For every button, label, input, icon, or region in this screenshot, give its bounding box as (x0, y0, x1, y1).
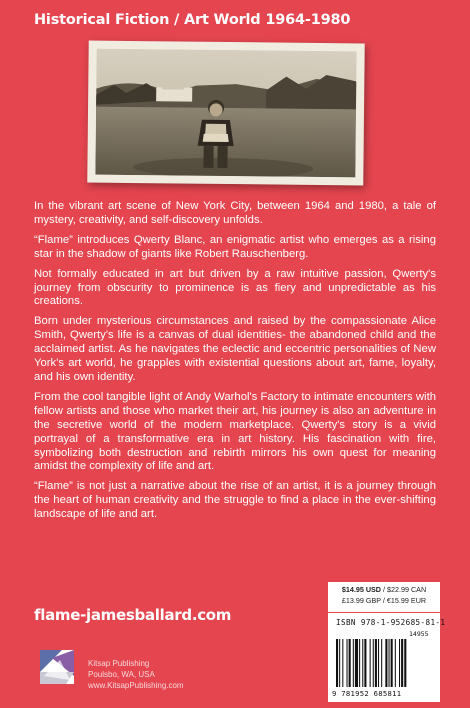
vintage-photo (87, 41, 364, 186)
blurb-paragraph: In the vibrant art scene of New York City, between 1964 and 1980, a tale of mystery, creativity, and self-discovery unfolds. (34, 200, 436, 226)
blurb-paragraph: Not formally educated in art but driven by a raw intuitive passion, Qwerty's journey from obscurity to prominence is as fiery and unpredictable as his creations. (34, 267, 436, 308)
barcode-bar (404, 639, 406, 687)
isbn-barcode-box (328, 613, 446, 702)
barcode-bar (389, 639, 390, 687)
barcode-bar (349, 639, 351, 687)
barcode-bar (370, 639, 371, 687)
barcode-bar (364, 639, 366, 687)
barcode-bar (391, 639, 393, 687)
publisher-name: Kitsap Publishing (88, 659, 150, 668)
barcode-bar (355, 639, 358, 687)
price-box (328, 582, 440, 612)
website-link[interactable]: flame-jamesballard.com (34, 606, 232, 624)
barcode-bar (395, 639, 396, 687)
barcode-bar (375, 639, 377, 687)
publisher-url[interactable]: www.KitsapPublishing.com (88, 681, 184, 690)
barcode-bar (373, 639, 374, 687)
back-cover-blurb (34, 200, 436, 528)
barcode-bar (401, 639, 403, 687)
blurb-paragraph: “Flame” introduces Qwerty Blanc, an enigmatic artist who emerges as a rising star in the shadow of giants like Robert Rauschenberg. (34, 233, 436, 260)
publisher-block (40, 650, 210, 694)
barcode-bar (381, 639, 382, 687)
barcode-bars (334, 639, 434, 689)
price-cad: / $22.99 CAN (383, 585, 427, 594)
price-gbp-eur: £13.99 GBP / €15.99 EUR (341, 595, 427, 605)
price-usd: $14.95 USD (341, 585, 381, 594)
barcode-bar (362, 639, 363, 687)
barcode-bar (359, 639, 360, 687)
barcode-bar (339, 639, 340, 687)
blurb-paragraph: From the cool tangible light of Andy Warhol's Factory to intimate encounters with fellow artists and those who market their art, his journey is also an adventure in the secretive world of the modern marketplace. Qwerty's story is a vivid portrayal of a transformative era in art history. His fascination with fire, symbolizing both destruction and rebirth mirrors his own quest for meaning amidst the complexity of life and art. (34, 390, 436, 473)
publisher-logo-icon (40, 650, 74, 684)
barcode-bar (347, 639, 348, 687)
ean-number: 9 781952 685811 (332, 689, 402, 698)
publisher-city: Poulsbo, WA, USA (88, 670, 155, 679)
barcode-bar (378, 639, 379, 687)
blurb-paragraph: Born under mysterious circumstances and raised by the compassionate Alice Smith, Qwerty's life is a canvas of dual identities- the abandoned child and the acclaimed artist. As he navigates the eclectic and eccentric personalities of New York's art world, he grapples with existential questions about art, fame, loyalty, and his own identity. (34, 315, 436, 383)
barcode-bar (385, 639, 387, 687)
price-code: 14955 (409, 630, 429, 638)
isbn-text: ISBN 978-1-952685-81-1 (336, 618, 446, 627)
barcode-bar (342, 639, 343, 687)
barcode-bar (353, 639, 354, 687)
barcode-bar (399, 639, 400, 687)
genre-heading: Historical Fiction / Art World 1964-1980 (34, 12, 351, 28)
barcode-bar (336, 639, 338, 687)
blurb-paragraph: “Flame” is not just a narrative about the rise of an artist, it is a journey through the heart of human creativity and the struggle to find a place in the ever-shifting landscape of life and art. (34, 480, 436, 521)
